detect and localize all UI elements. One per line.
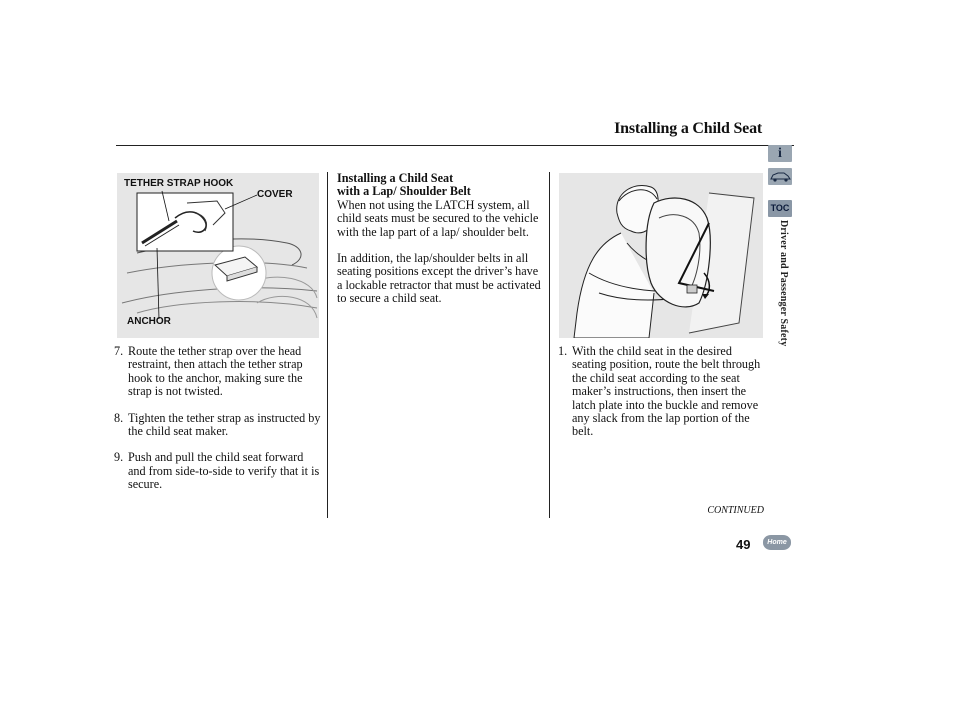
- header-rule: [116, 145, 794, 146]
- toc-button[interactable]: [768, 200, 792, 217]
- info-icon: i: [778, 146, 782, 161]
- paragraph-retractor: In addition, the lap/shoulder belts in all seating positions except the driver’s have a lockable retractor that must be activated to secure a child seat.: [337, 251, 541, 306]
- page-title: Installing a Child Seat: [614, 120, 762, 137]
- home-label: Home: [767, 539, 787, 546]
- paragraph-latch: When not using the LATCH system, all child seats must be secured to the vehicle with the lap part of a lap/ shoulder belt.: [337, 197, 539, 239]
- step-text: Push and pull the child seat forward and from side-to-side to verify that it is secure.: [128, 450, 320, 492]
- list-item: [560, 345, 765, 439]
- step-number: 8.: [114, 410, 124, 425]
- car-button[interactable]: [768, 168, 792, 185]
- section-heading-line-1: Installing a Child Seat: [337, 171, 454, 185]
- step-text: Route the tether strap over the head restraint, then attach the tether strap hook to the anchor, making sure the strap is not twisted.: [128, 344, 303, 399]
- tether-anchor-illustration: [117, 173, 319, 338]
- page-number: 49: [736, 537, 751, 552]
- list-item: [116, 412, 321, 439]
- label-anchor: ANCHOR: [127, 316, 171, 327]
- step-number: 7.: [114, 344, 124, 358]
- middle-column: [337, 172, 542, 306]
- car-icon: [768, 168, 792, 185]
- toc-label: TOC: [770, 203, 790, 213]
- step-number: 1.: [558, 344, 568, 358]
- step-text: Tighten the tether strap as instructed by the child seat maker.: [128, 410, 321, 439]
- continued-label: CONTINUED: [707, 505, 764, 516]
- child-seat-installation-illustration: [559, 173, 763, 338]
- step-number: 9.: [114, 450, 124, 465]
- list-item: [116, 451, 321, 491]
- section-heading-line-2: with a Lap/ Shoulder Belt: [337, 184, 471, 199]
- left-steps-list: [116, 345, 321, 505]
- child-seat-drawing: [559, 173, 763, 338]
- column-divider-1: [327, 172, 328, 518]
- label-tether-strap-hook: TETHER STRAP HOOK: [124, 178, 234, 189]
- column-divider-2: [549, 172, 550, 518]
- step-text: With the child seat in the desired seating position, route the belt through the child seat according to the seat maker’s instructions, then insert the latch plate into the buckle and remove any slack from the lap portion of the belt.: [572, 344, 761, 439]
- right-steps-list: [560, 345, 765, 452]
- info-button[interactable]: [768, 145, 792, 162]
- section-tab-label: Driver and Passenger Safety: [778, 220, 789, 347]
- home-button[interactable]: [763, 535, 791, 550]
- label-cover: COVER: [257, 189, 293, 200]
- list-item: [116, 345, 321, 399]
